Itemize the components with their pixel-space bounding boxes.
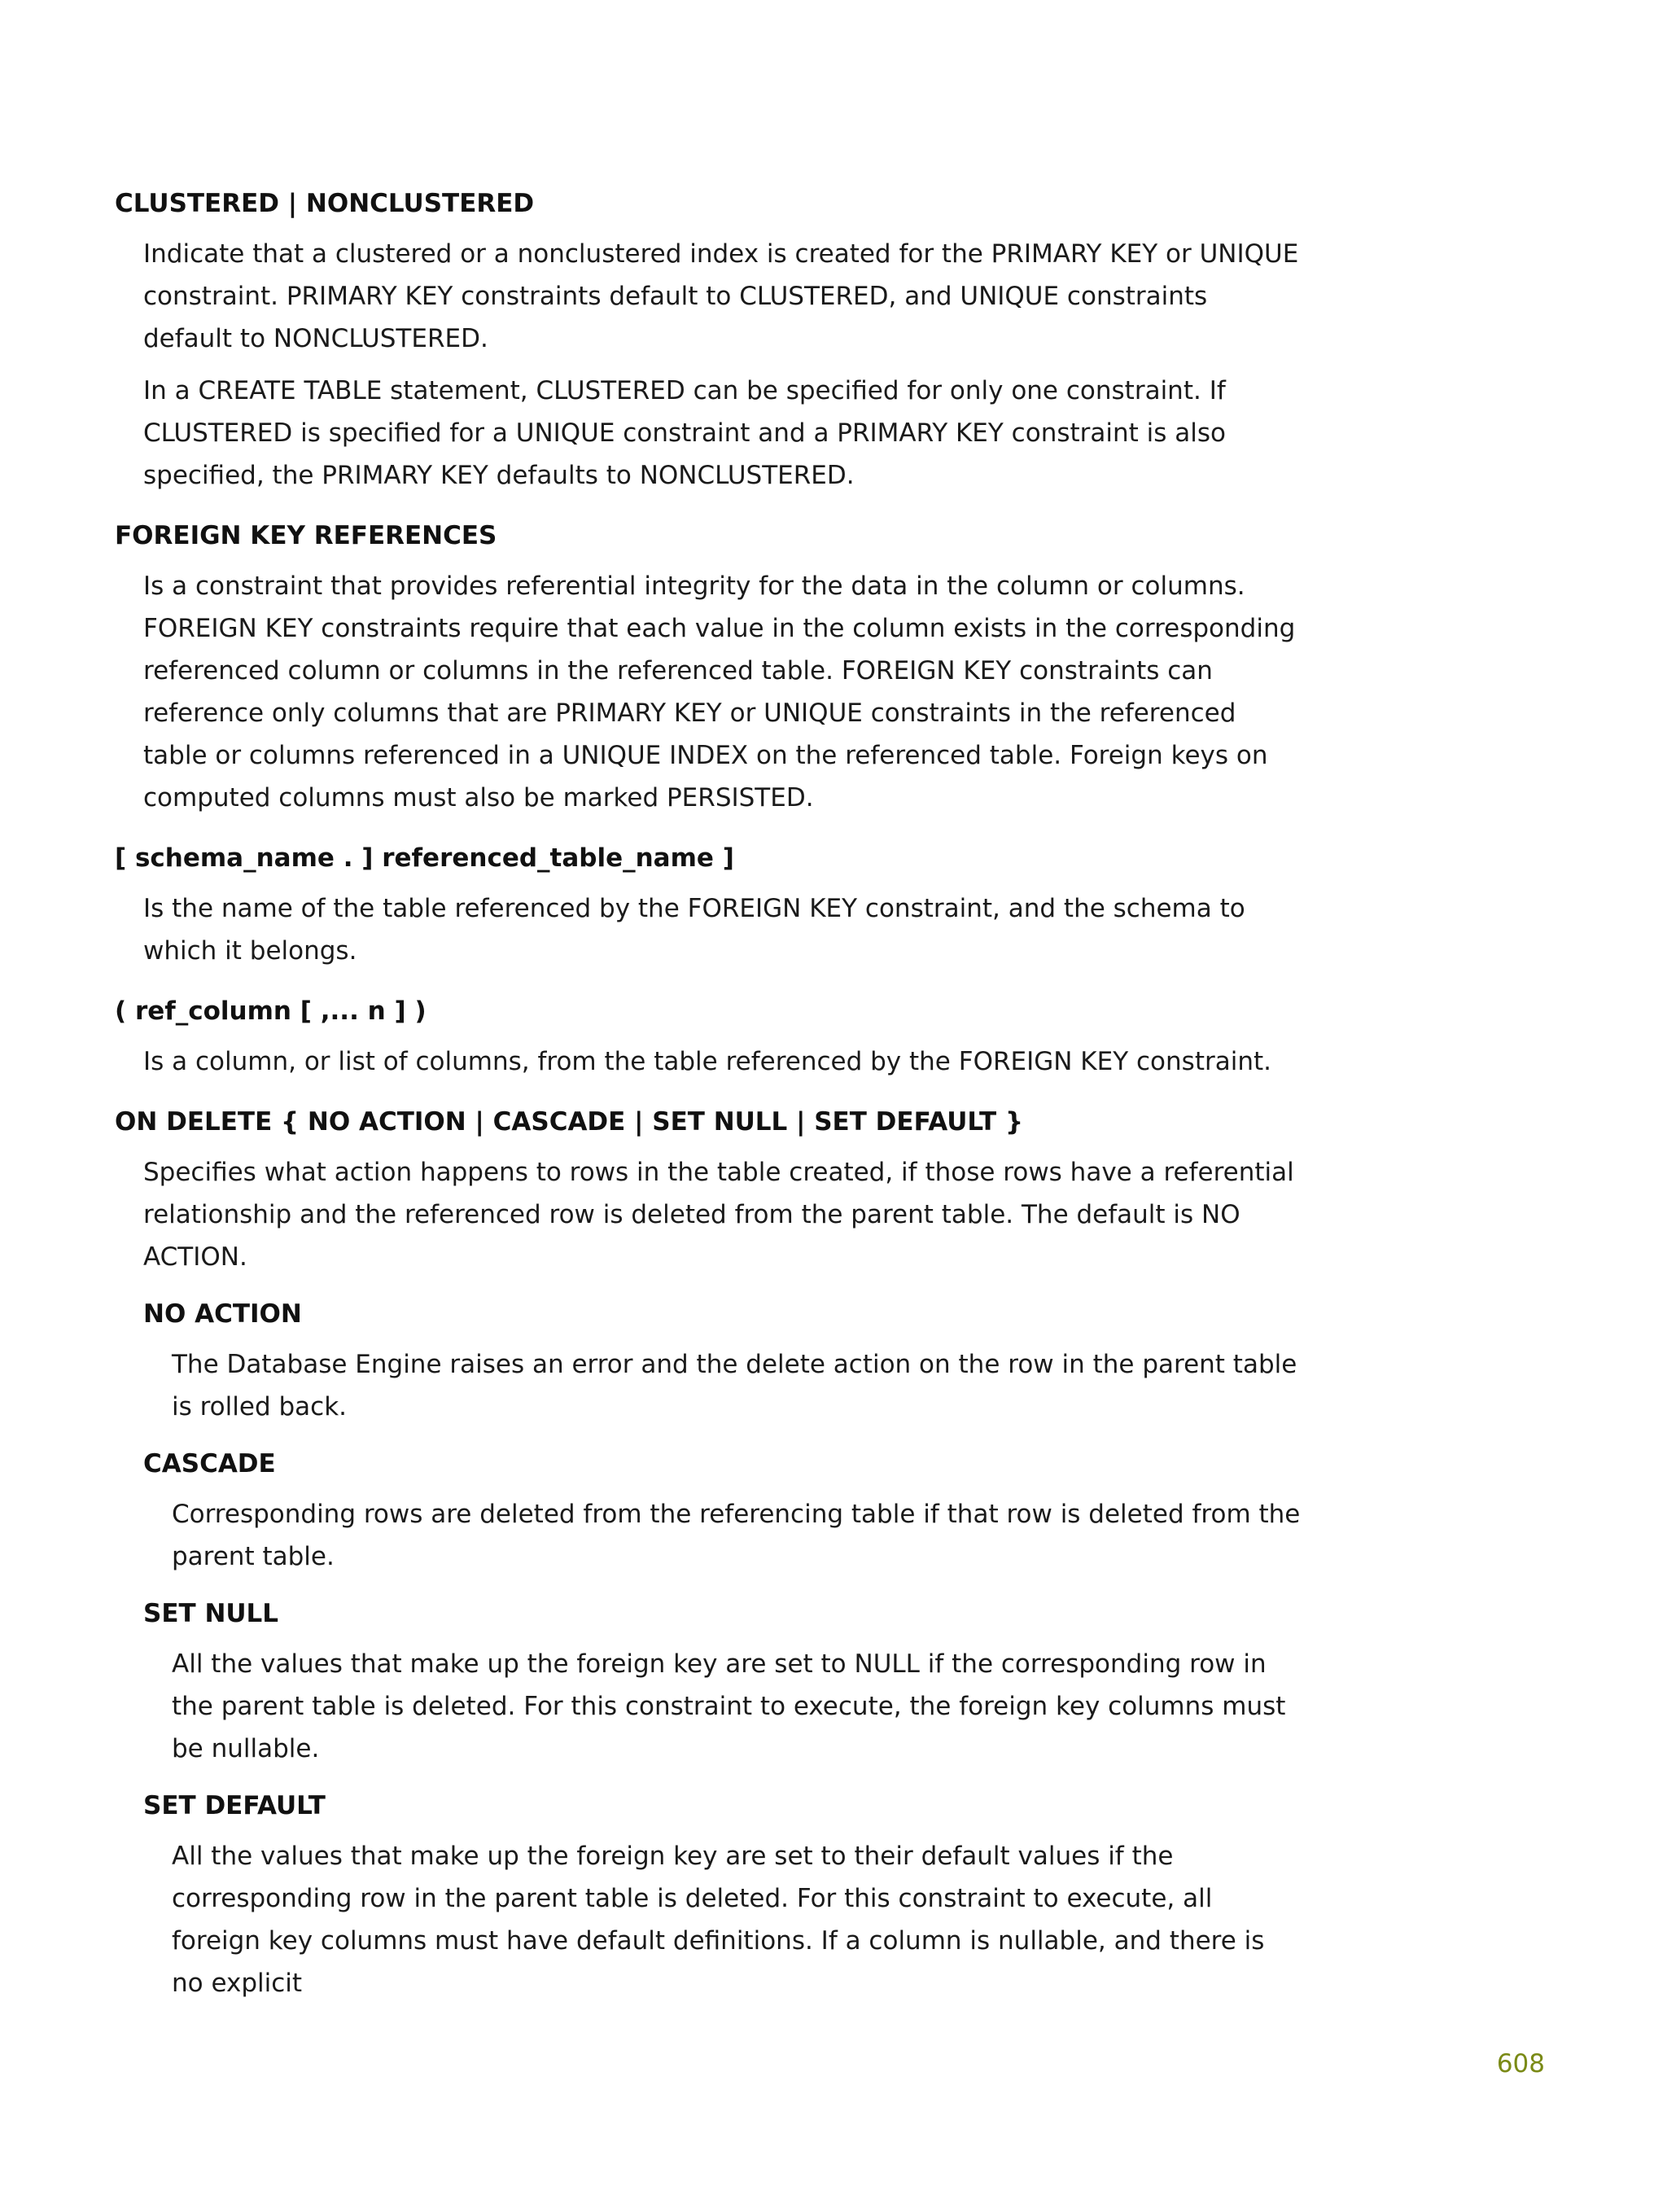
section-paragraph: In a CREATE TABLE statement, CLUSTERED can be specified for only one constraint. If CLUSTERED is specified for a UNIQUE constraint and a PRIMARY KEY constraint is also specified, the PRIMARY KEY defaults to NONCLUSTERED. <box>143 376 1227 490</box>
subsection-paragraph: The Database Engine raises an error and the delete action on the row in the parent table is rolled back. <box>172 1350 1297 1421</box>
section-paragraph: Is the name of the table referenced by the FOREIGN KEY constraint, and the schema to which it belongs. <box>143 894 1245 966</box>
section-term: ON DELETE { NO ACTION | CASCADE | SET NULL | SET DEFAULT } <box>115 1107 1024 1137</box>
subsection-paragraph: Corresponding rows are deleted from the referencing table if that row is deleted from the parent table. <box>172 1500 1301 1571</box>
section-paragraph: Specifies what action happens to rows in the table created, if those rows have a referential relationship and the referenced row is deleted from the parent table. The default is NO ACTION. <box>143 1158 1294 1272</box>
section-term: [ schema_name . ] referenced_table_name ] <box>115 843 734 873</box>
section-term: FOREIGN KEY REFERENCES <box>115 521 497 550</box>
subsection-term: CASCADE <box>143 1449 276 1478</box>
subsection-paragraph: All the values that make up the foreign key are set to their default values if the corresponding row in the parent table is deleted. For this constraint to execute, all foreign key columns must have default definitions. If a column is nullable, and there is no explicit <box>172 1842 1265 1998</box>
section-paragraph: Is a constraint that provides referential integrity for the data in the column or columns. FOREIGN KEY constraints require that each value in the column exists in the corresponding referenced column or columns in the referenced table. FOREIGN KEY constraints can reference only columns that are PRIMARY KEY or UNIQUE constraints in the referenced table or columns referenced in a UNIQUE INDEX on the referenced table. Foreign keys on computed columns must also be marked PERSISTED. <box>143 572 1296 813</box>
section-paragraph: Indicate that a clustered or a nonclustered index is created for the PRIMARY KEY or UNIQUE constraint. PRIMARY KEY constraints default to CLUSTERED, and UNIQUE constraints default to NONCLUSTERED. <box>143 239 1299 353</box>
subsection-paragraph: All the values that make up the foreign key are set to NULL if the corresponding row in the parent table is deleted. For this constraint to execute, the foreign key columns must be nullable. <box>172 1649 1286 1763</box>
section-paragraph: Is a column, or list of columns, from the table referenced by the FOREIGN KEY constraint. <box>143 1047 1271 1076</box>
section-term: ( ref_column [ ,... n ] ) <box>115 996 427 1026</box>
section-term: CLUSTERED | NONCLUSTERED <box>115 189 535 218</box>
subsection-term: SET NULL <box>143 1599 279 1628</box>
page-number: 608 <box>1496 2049 1545 2078</box>
subsection-term: SET DEFAULT <box>143 1791 326 1820</box>
subsection-term: NO ACTION <box>143 1299 302 1329</box>
page-content <box>115 186 1303 2019</box>
